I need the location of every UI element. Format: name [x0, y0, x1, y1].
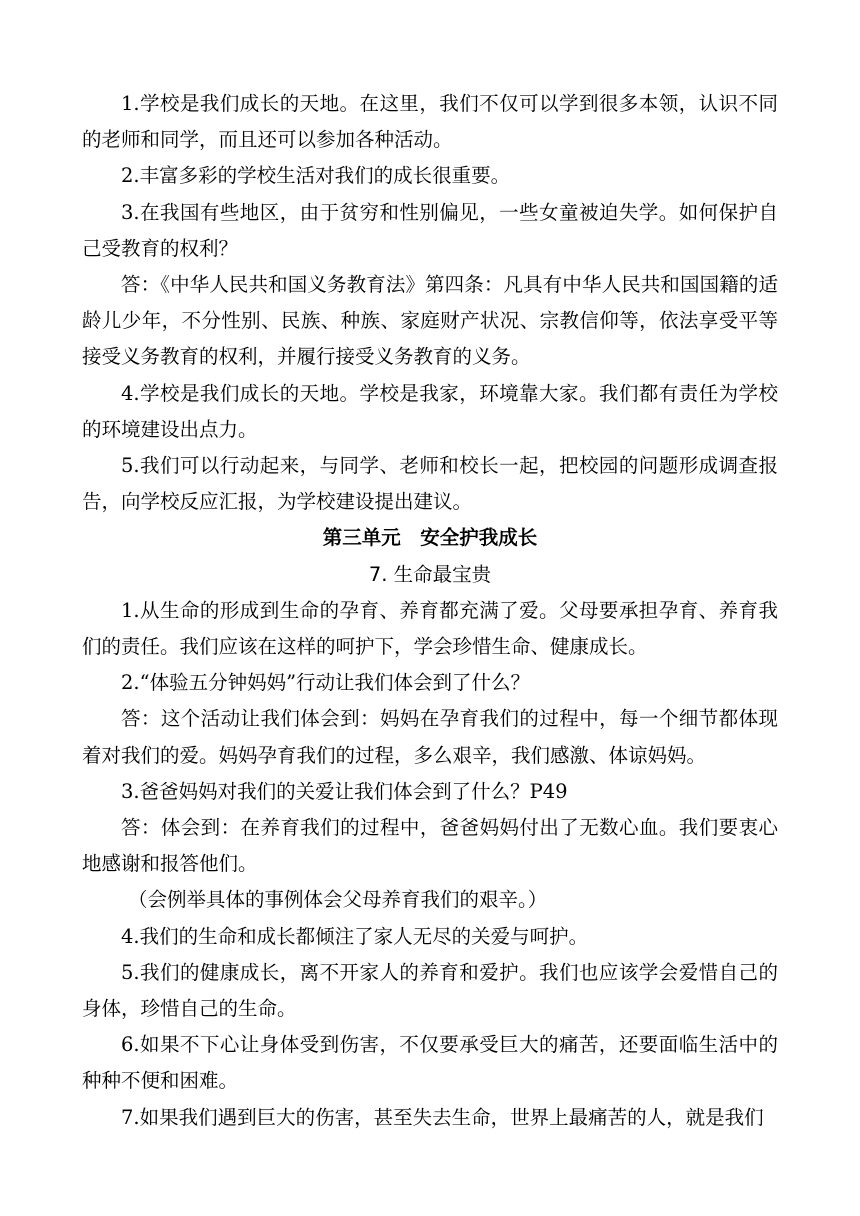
note-paragraph: （会例举具体的事例体会父母养育我们的艰辛。） [128, 888, 548, 912]
document-page [82, 86, 778, 1136]
paragraph: 2.“体验五分钟妈妈”行动让我们体会到了什么？ [121, 671, 531, 695]
unit-title: 第三单元 安全护我成长 [322, 526, 538, 550]
answer-paragraph: 答：体会到：在养育我们的过程中，爸爸妈妈付出了无数心血。我们要衷心地感谢和报答他们。 [82, 816, 778, 876]
paragraph: 4.学校是我们成长的天地。学校是我家，环境靠大家。我们都有责任为学校的环境建设出点力。 [82, 381, 778, 441]
paragraph: 3.爸爸妈妈对我们的关爱让我们体会到了什么？P49 [121, 779, 568, 803]
answer-paragraph: 答：这个活动让我们体会到：妈妈在孕育我们的过程中，每一个细节都体现着对我们的爱。妈妈孕育我们的过程，多么艰辛，我们感激、体谅妈妈。 [82, 707, 778, 767]
paragraph: 1.学校是我们成长的天地。在这里，我们不仅可以学到很多本领，认识不同的老师和同学，而且还可以参加各种活动。 [82, 92, 778, 152]
lesson-title: 7. 生命最宝贵 [368, 562, 492, 586]
paragraph: 5.我们的健康成长，离不开家人的养育和爱护。我们也应该学会爱惜自己的身体，珍惜自己的生命。 [82, 960, 778, 1021]
paragraph: 4.我们的生命和成长都倾注了家人无尽的关爱与呵护。 [121, 924, 589, 948]
paragraph: 3.在我国有些地区，由于贫穷和性别偏见，一些女童被迫失学。如何保护自己受教育的权利？ [82, 200, 778, 260]
paragraph: 5.我们可以行动起来，与同学、老师和校长一起，把校园的问题形成调查报告，向学校反应汇报，为学校建设提出建议。 [82, 454, 778, 514]
paragraph: 2.丰富多彩的学校生活对我们的成长很重要。 [121, 164, 511, 188]
paragraph: 6.如果不下心让身体受到伤害，不仅要承受巨大的痛苦，还要面临生活中的种种不便和困难。 [82, 1033, 778, 1093]
answer-paragraph: 答：《中华人民共和国义务教育法》第四条：凡具有中华人民共和国国籍的适龄儿少年，不分性别、民族、种族、家庭财产状况、宗教信仰等，依法享受平等接受义务教育的权利，并履行接受义务教育的义务。 [82, 273, 778, 369]
paragraph: 7.如果我们遇到巨大的伤害，甚至失去生命，世界上最痛苦的人，就是我们 [121, 1105, 764, 1129]
paragraph: 1.从生命的形成到生命的孕育、养育都充满了爱。父母要承担孕育、养育我们的责任。我们应该在这样的呵护下，学会珍惜生命、健康成长。 [82, 598, 778, 659]
